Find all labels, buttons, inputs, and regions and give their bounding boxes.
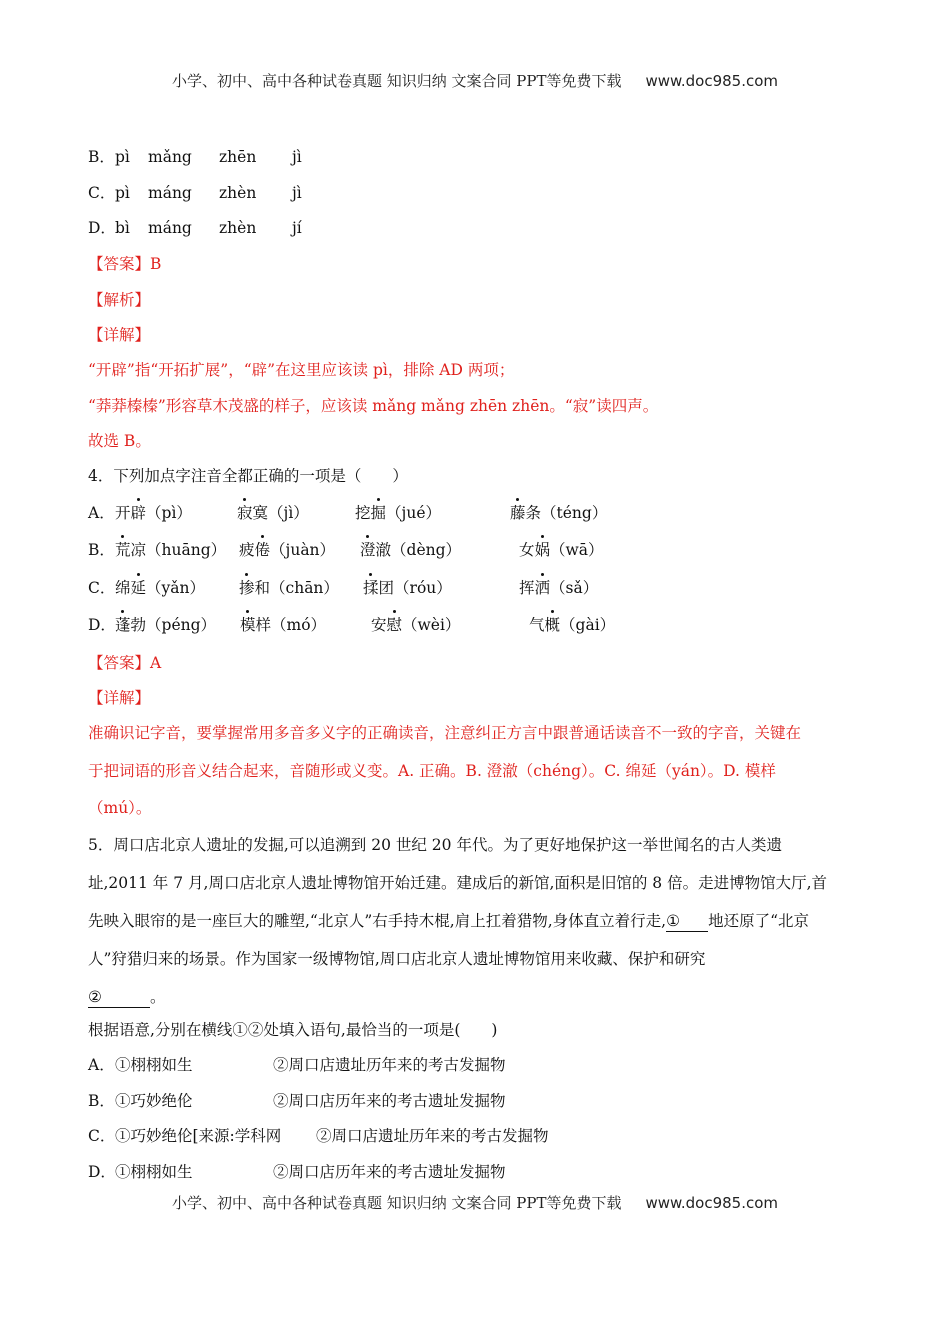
q5-para-2: 址,2011 年 7 月,周口店北京人遗址博物馆开始迁建。建成后的新馆,面积是旧馆的 8 倍。走进博物馆大厅,首	[88, 874, 828, 892]
q4-word: 荒凉（huāng）	[115, 541, 227, 559]
q4-word: 藤条（téng）	[510, 504, 608, 522]
q4-detail-1: 准确识记字音，要掌握常用多音多义字的正确读音，注意纠正方言中跟普通话读音不一致的字音，关键在	[88, 724, 802, 742]
blank-2: ②	[88, 987, 150, 1008]
q4-word: 挥洒（sǎ）	[519, 579, 599, 597]
q5-para-5: ② 。	[88, 988, 166, 1006]
page-footer	[0, 1192, 950, 1213]
q4-word: 掺和（chān）	[239, 579, 339, 597]
q4-word: 蓬勃（péng）	[115, 616, 217, 634]
q4-word: 开辟（pì）	[115, 504, 192, 522]
page-header	[0, 70, 950, 91]
header-site: www.doc985.com	[645, 72, 779, 90]
q4-detail-3: （mú）。	[88, 799, 152, 817]
document-page: 小学、初中、高中各种试卷真题 知识归纳 文案合同 PPT等免费下载 www.doc985.com B． pì mǎng zhēn jì C． pì máng zhèn jì D． bì máng zhèn jí 【答案】B 【解析】 【详解】 “开辟”指“开拓扩展”，“辟”在这里应该读 pì，排除 AD 两项； “莽莽榛榛”形容草木茂盛的样子，应该读 mǎng mǎng zhēn zhēn。“寂”读四声。 故选 B。 4．下列加点字注音全都正确的一项是（ ） A． 开辟（pì） 寂寞（jì） 挖掘（jué） 藤条（téng） B． 荒凉（huāng） 疲倦（juàn） 澄澈（dèng） 女娲（wā） C． 绵延（yǎn） 掺和（chān） 揉团（róu） 挥洒（sǎ） D． 蓬勃（péng） 模样（mó） 安慰（wèi） 气概（gài） 【答案】A 【详解】 准确识记字音，要掌握常用多音多义字的正确读音，注意纠正方言中跟普通话读音不一致的字音，关键在 于把词语的形音义结合起来，音随形或义变。A. 正确。B. 澄澈（chéng）。C. 绵延（yán）。D. 模样 （mú）。 5．周口店北京人遗址的发掘,可以追溯到 20 世纪 20 年代。为了更好地保护这一举世闻名的古人类遗 址,2011 年 7 月,周口店北京人遗址博物馆开始迁建。建成后的新馆,面积是旧馆的 8 倍。走进博物馆大厅,首 先映入眼帘的是一座巨大的雕塑,“北京人”右手持木棍,肩上扛着猎物,身体直立着行走,① 地还原了“北京 人”狩猎归来的场景。作为国家一级博物馆,周口店北京人遗址博物馆用来收藏、保护和研究 ② 。 根据语意,分别在横线①②处填入语句,最恰当的一项是( ) A． ①栩栩如生 ②周口店遗址历年来的考古发掘物 B． ①巧妙绝伦 ②周口店历年来的考古遗址发掘物 C． ①巧妙绝伦[来源:学科网 ②周口店遗址历年来的考古发掘物 D． ①栩栩如生 ②周口店历年来的考古遗址发掘物 小学、初中、高中各种试卷真题 知识归纳 文案合同 PPT等免费下载 www.doc985.com	[0, 0, 950, 1344]
q5-stem: 根据语意,分别在横线①②处填入语句,最恰当的一项是( )	[88, 1021, 498, 1039]
q4-word: 安慰（wèi）	[371, 616, 461, 634]
footer-text: 小学、初中、高中各种试卷真题 知识归纳 文案合同 PPT等免费下载	[171, 1194, 622, 1212]
q4-detail-tag: 【详解】	[88, 689, 151, 707]
q4-word: 疲倦（juàn）	[239, 541, 336, 559]
q4-word: 气概（gài）	[529, 616, 616, 634]
q3-answer: 【答案】B	[88, 255, 162, 273]
q5-para-4: 人”狩猎归来的场景。作为国家一级博物馆,周口店北京人遗址博物馆用来收藏、保护和研究	[88, 950, 706, 968]
q4-word: 女娲（wā）	[519, 541, 604, 559]
q4-word: 寂寞（jì）	[237, 504, 309, 522]
q4-stem: 4．下列加点字注音全都正确的一项是（ ）	[88, 467, 408, 485]
q4-word: 挖掘（jué）	[355, 504, 441, 522]
q3-detail-tag: 【详解】	[88, 326, 151, 344]
footer-site: www.doc985.com	[645, 1194, 779, 1212]
q4-word: 模样（mó）	[240, 616, 327, 634]
q5-para-3: 先映入眼帘的是一座巨大的雕塑,“北京人”右手持木棍,肩上扛着猎物,身体直立着行走,① 地还原了“北京	[88, 912, 809, 930]
q4-word: 揉团（róu）	[363, 579, 452, 597]
q4-answer: 【答案】A	[88, 654, 162, 672]
q3-analysis-tag: 【解析】	[88, 291, 151, 309]
q3-detail-3: 故选 B。	[88, 432, 151, 450]
q3-detail-2: “莽莽榛榛”形容草木茂盛的样子，应该读 mǎng mǎng zhēn zhēn。“寂”读四声。	[88, 397, 659, 415]
header-text: 小学、初中、高中各种试卷真题 知识归纳 文案合同 PPT等免费下载	[171, 72, 622, 90]
q4-detail-2: 于把词语的形音义结合起来，音随形或义变。A. 正确。B. 澄澈（chéng）。C. 绵延（yán）。D. 模样	[88, 762, 776, 780]
q4-word: 绵延（yǎn）	[115, 579, 206, 597]
q4-word: 澄澈（dèng）	[360, 541, 462, 559]
q5-para-1: 5．周口店北京人遗址的发掘,可以追溯到 20 世纪 20 年代。为了更好地保护这一举世闻名的古人类遗	[88, 836, 782, 854]
q3-detail-1: “开辟”指“开拓扩展”，“辟”在这里应该读 pì，排除 AD 两项；	[88, 361, 515, 379]
blank-1: ①	[666, 911, 708, 932]
